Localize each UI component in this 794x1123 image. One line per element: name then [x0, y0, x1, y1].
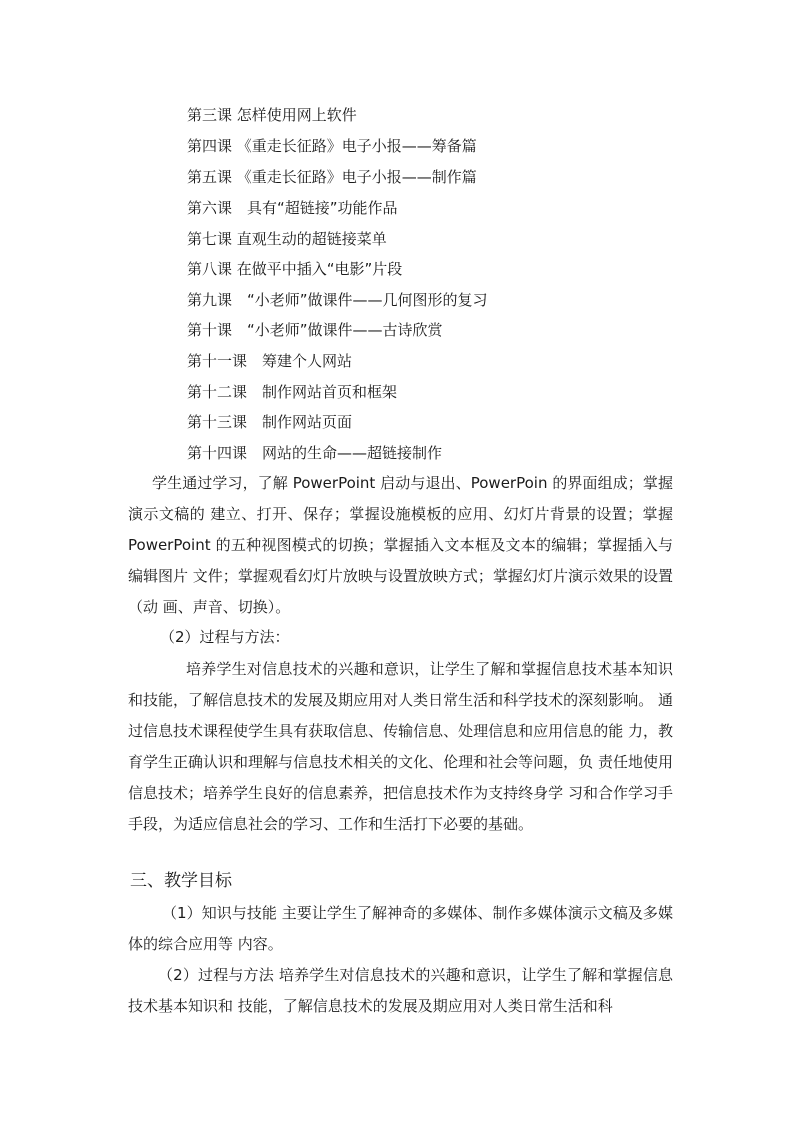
- lesson-item: 第七课 直观生动的超链接菜单: [187, 230, 387, 248]
- lesson-item: 第四课 《重走长征路》电子小报——筹备篇: [187, 137, 477, 155]
- goal-process-method: （2）过程与方法 培养学生对信息技术的兴趣和意识，让学生了解和掌握信息技术基本知识和 技能，了解信息技术的发展及期应用对人类日常生活和科: [128, 966, 673, 1015]
- lesson-item: 第六课 具有“超链接”功能作品: [187, 199, 398, 217]
- lesson-item: 第十三课 制作网站页面: [187, 413, 353, 431]
- process-paragraph: 培养学生对信息技术的兴趣和意识，让学生了解和掌握信息技术基本知识 和技能，了解信息技术的发展及期应用对人类日常生活和科学技术的深刻影响。 通过信息技术课程使学生具有获取信息、传输信息、处理信息和应用信息的能 力，教育学生正确认识和理解与信息技术相关的文化、伦理和社会等问题，负 责任地使用信息技术；培养学生良好的信息素养，把信息技术作为支持终身学 习和合作学习手手段，为适应信息社会的学习、工作和生活打下必要的基础。: [128, 660, 673, 833]
- section-heading: 三、教学目标: [130, 871, 232, 891]
- lesson-item: 第五课 《重走长征路》电子小报——制作篇: [187, 168, 477, 186]
- lesson-item: 第九课 “小老师”做课件——几何图形的复习: [187, 291, 488, 309]
- lesson-item: 第八课 在做平中插入“电影”片段: [187, 260, 403, 278]
- process-method-label: （2）过程与方法：: [160, 628, 290, 646]
- lesson-item: 第十二课 制作网站首页和框架: [187, 383, 398, 401]
- goal-knowledge-skills: （1）知识与技能 主要让学生了解神奇的多媒体、制作多媒体演示文稿及多媒体的综合应用等 内容。: [128, 904, 673, 953]
- lesson-item: 第十四课 网站的生命——超链接制作: [187, 444, 443, 462]
- lesson-item: 第三课 怎样使用网上软件: [187, 106, 357, 124]
- lesson-item: 第十课 “小老师”做课件——古诗欣赏: [187, 321, 443, 339]
- skills-paragraph: 学生通过学习，了解 PowerPoint 启动与退出、PowerPoin 的界面组成；掌握演示文稿的 建立、打开、保存；掌握设施模板的应用、幻灯片背景的设置；掌握 PowerPoint 的五种视图模式的切换；掌握插入文本框及文本的编辑；掌握插入与编辑图片 文件；掌握观看幻灯片放映与设置放映方式；掌握幻灯片演示效果的设置（动 画、声音、切换）。: [128, 474, 673, 616]
- lesson-item: 第十一课 筹建个人网站: [187, 352, 353, 370]
